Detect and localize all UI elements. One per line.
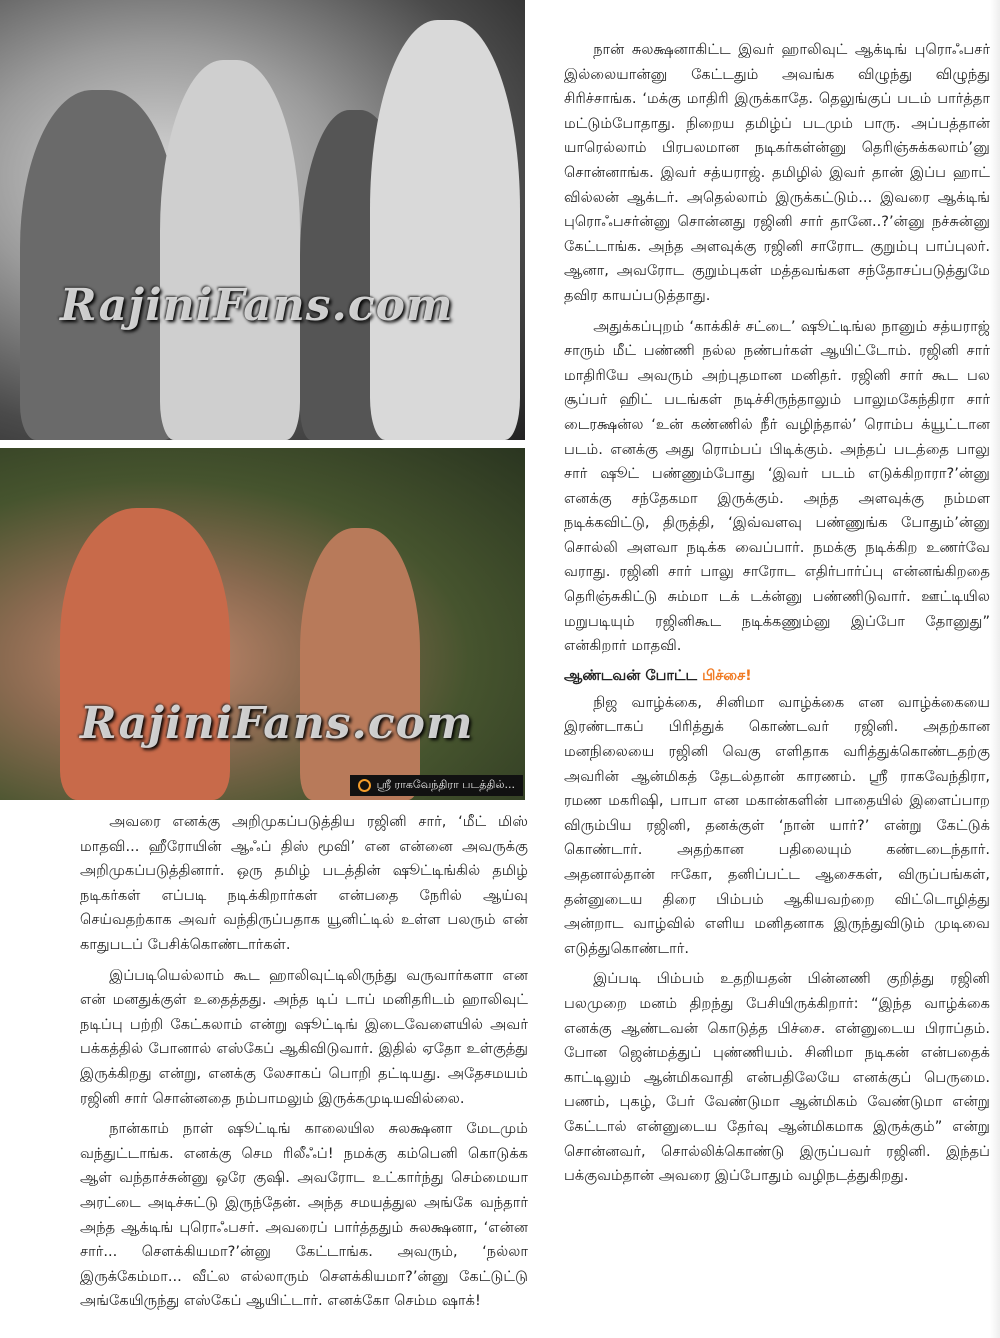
subheading-accent: பிச்சை! — [702, 667, 752, 684]
paragraph: நான்காம் நாள் ஷூட்டிங் காலையில சுலக்ஷனா மேடமும் வந்துட்டாங்க. எனக்கு செம ரிலீஃப்! நமக்கு கம்பெனி கொடுக்க ஆள் வந்தாச்சுன்னு ஒரே குஷி. அவரோட உட்கார்ந்து செம்மையா அரட்டை அடிச்சுட்டு இருந்தேன். அந்த சமயத்துல அங்கே வந்தார் அந்த ஆக்டிங் புரொஃபசர். அவரைப் பார்த்ததும் சுலக்ஷனா, ‘என்ன சார்... சௌக்கியமா?’ன்னு கேட்டாங்க. அவரும், ‘நல்லா இருக்கேம்மா... வீட்ல எல்லாரும் சௌக்கியமா?’ன்னு கேட்டுட்டு அங்கேயிருந்து எஸ்கேப் ஆயிட்டார். எனக்கோ செம்ம ஷாக்! — [80, 1120, 528, 1310]
photo-caption — [350, 775, 523, 796]
subheading-main: ஆண்டவன் போட்ட — [564, 667, 703, 684]
page-edge-shadow — [990, 0, 1000, 1338]
paragraph: அவரை எனக்கு அறிமுகப்படுத்திய ரஜினி சார், ‘மீட் மிஸ் மாதவி... ஹீரோயின் ஆஃப் திஸ் மூவி’ என என்னை அவருக்கு அறிமுகப்படுத்தினார். ஒரு தமிழ் படத்தின் ஷூட்டிங்கில் தமிழ் நடிகர்கள் எப்படி நடிக்கிறார்கள் என்பதை நேரில் ஆய்வு செய்வதற்காக அவர் வந்திருப்பதாக யூனிட்டில் உள்ள பலரும் என் காதுபடப் பேசிக்கொண்டார்கள். — [80, 813, 528, 953]
paragraph: இப்படி பிம்பம் உதறியதன் பின்னணி குறித்து ரஜினி பலமுறை மனம் திறந்து பேசியிருக்கிறார்: “இந்த வாழ்க்கை எனக்கு ஆண்டவன் கொடுத்த பிச்சை. என்னுடைய பிராப்தம். போன ஜென்மத்துப் புண்ணியம். சினிமா நடிகன் என்பதைக் காட்டிலும் ஆன்மிகவாதி என்பதிலேயே எனக்குப் பெருமை. பணம், புகழ், பேர் வேண்டுமா ஆன்மிகம் வேண்டுமா என்று கேட்டால் என்னுடைய தேர்வு ஆன்மிகமாக இருக்கும்” என்று சொன்னவர், சொல்லிக்கொண்டு இருப்பவர் ரஜினி. இந்தப் பக்குவம்தான் அவரை இப்போதும் வழிநடத்துகிறது. — [564, 970, 990, 1185]
section-subheading — [564, 665, 990, 687]
paragraph: நான் சுலக்ஷனாகிட்ட இவர் ஹாலிவுட் ஆக்டிங் புரொஃபசர் இல்லையான்னு கேட்டதும் அவங்க விழுந்து விழுந்து சிரிச்சாங்க. ‘மக்கு மாதிரி இருக்காதே. தெலுங்குப் படம் பார்த்தா மட்டும்போதாது. நிறைய தமிழ்ப் படமும் பாரு. அப்பத்தான் யாரெல்லாம் பிரபலமான நடிகர்கள்ன்னு தெரிஞ்சுக்கலாம்’னு சொன்னாங்க. இவர் சத்யராஜ். தமிழில் இவர் தான் இப்ப ஹாட் வில்லன் ஆக்டர். அதெல்லாம் இருக்கட்டும்... இவரை ஆக்டிங் புரொஃபசர்ன்னு சொன்னது ரஜினி சார் தானே..?’ன்னு நச்சுன்னு கேட்டாங்க. அந்த அளவுக்கு ரஜினி சாரோட குறும்பு பாப்புலர். ஆனா, அவரோட குறும்புகள் மத்தவங்கள சந்தோசப்படுத்துமே தவிர காயப்படுத்தாது. — [564, 41, 990, 304]
paragraph: அதுக்கப்புறம் ‘காக்கிச் சட்டை’ ஷூட்டிங்ல நானும் சத்யராஜ் சாரும் மீட் பண்ணி நல்ல நண்பர்கள் ஆயிட்டோம். ரஜினி சார் மாதிரியே அவரும் அற்புதமான மனிதர். ரஜினி சார் கூட பல சூப்பர் ஹிட் படங்கள் நடிச்சிருந்தாலும் பாலுமகேந்திரா சார் டைரக்ஷன்ல ‘உன் கண்ணில் நீர் வழிந்தால்’ ரொம்ப க்யூட்டான படம். எனக்கு அது ரொம்பப் பிடிக்கும். அந்தப் படத்தை பாலு சார் ஷூட் பண்ணும்போது ‘இவர் படம் எடுக்கிறாரா?’ன்னு எனக்கு சந்தேகமா இருக்கும். அந்த அளவுக்கு நம்மள நடிக்கவிட்டு, திருத்தி, ‘இவ்வளவு பண்ணுங்க போதும்’ன்னு சொல்லி அளவா நடிக்க வைப்பார். நமக்கு நடிக்கிற உணர்வே வராது. ரஜினி சார் பாலு சாரோட எதிர்பார்ப்பு என்னங்கிறதை தெரிஞ்சுகிட்டு சும்மா டக் டக்ன்னு பண்ணிடுவார். ஊட்டியில மறுபடியும் ரஜினிகூட நடிக்கணும்னு இப்போ தோனுது” என்கிறார் மாதவி. — [564, 317, 990, 655]
caption-text: ஸ்ரீ ராகவேந்திரா படத்தில்... — [376, 778, 515, 791]
watermark-logo: RajiniFans.com — [60, 280, 454, 331]
paragraph: நிஜ வாழ்க்கை, சினிமா வாழ்க்கை என வாழ்க்கையை இரண்டாகப் பிரித்துக் கொண்டவர் ரஜினி. அதற்கான மனநிலையை ரஜினி வெகு எளிதாக வரித்துக்கொண்டதற்கு அவரின் ஆன்மிகத் தேடல்தான் காரணம். ஸ்ரீ ராகவேந்திரா, ரமண மகரிஷி, பாபா என மகான்களின் பாதையில் இளைப்பாற விரும்பிய ரஜினி, தனக்குள் ‘நான் யார்?’ என்று கேட்டுக் கொண்டார். அதற்கான பதிலையும் கண்டடைந்தார். அதனால்தான் ஈகோ, தனிப்பட்ட ஆசைகள், விருப்பங்கள், தன்னுடைய திரை பிம்பம் ஆகியவற்றை விட்டொழித்து அன்றாட வாழ்வில் எளிய மனிதனாக இருந்துவிடும் முடிவை எடுத்துகொண்டார். — [564, 693, 990, 957]
watermark-logo: RajiniFans.com — [80, 698, 474, 749]
photo-black-white-group — [0, 0, 525, 440]
photo-sri-raghavendra-still — [0, 448, 525, 800]
left-article-column — [80, 810, 528, 1320]
right-article-column — [564, 38, 990, 1195]
paragraph: இப்படியெல்லாம் கூட ஹாலிவுட்டிலிருந்து வருவார்களா என என் மனதுக்குள் உதைத்தது. அந்த டிப் டாப் மனிதரிடம் ஹாலிவுட் நடிப்பு பற்றி கேட்கலாம் என்று ஷூட்டிங் இடைவேளையில் அவர் பக்கத்தில் போனால் எஸ்கேப் ஆகிவிடுவார். இதில் ஏதோ உள்குத்து இருக்கிறது என்று, எனக்கு லேசாகப் பொறி தட்டியது. அதேசமயம் ரஜினி சார் சொன்னதை நம்பாமலும் இருக்கமுடியவில்லை. — [80, 966, 528, 1107]
circle-bullet-icon — [358, 779, 371, 792]
